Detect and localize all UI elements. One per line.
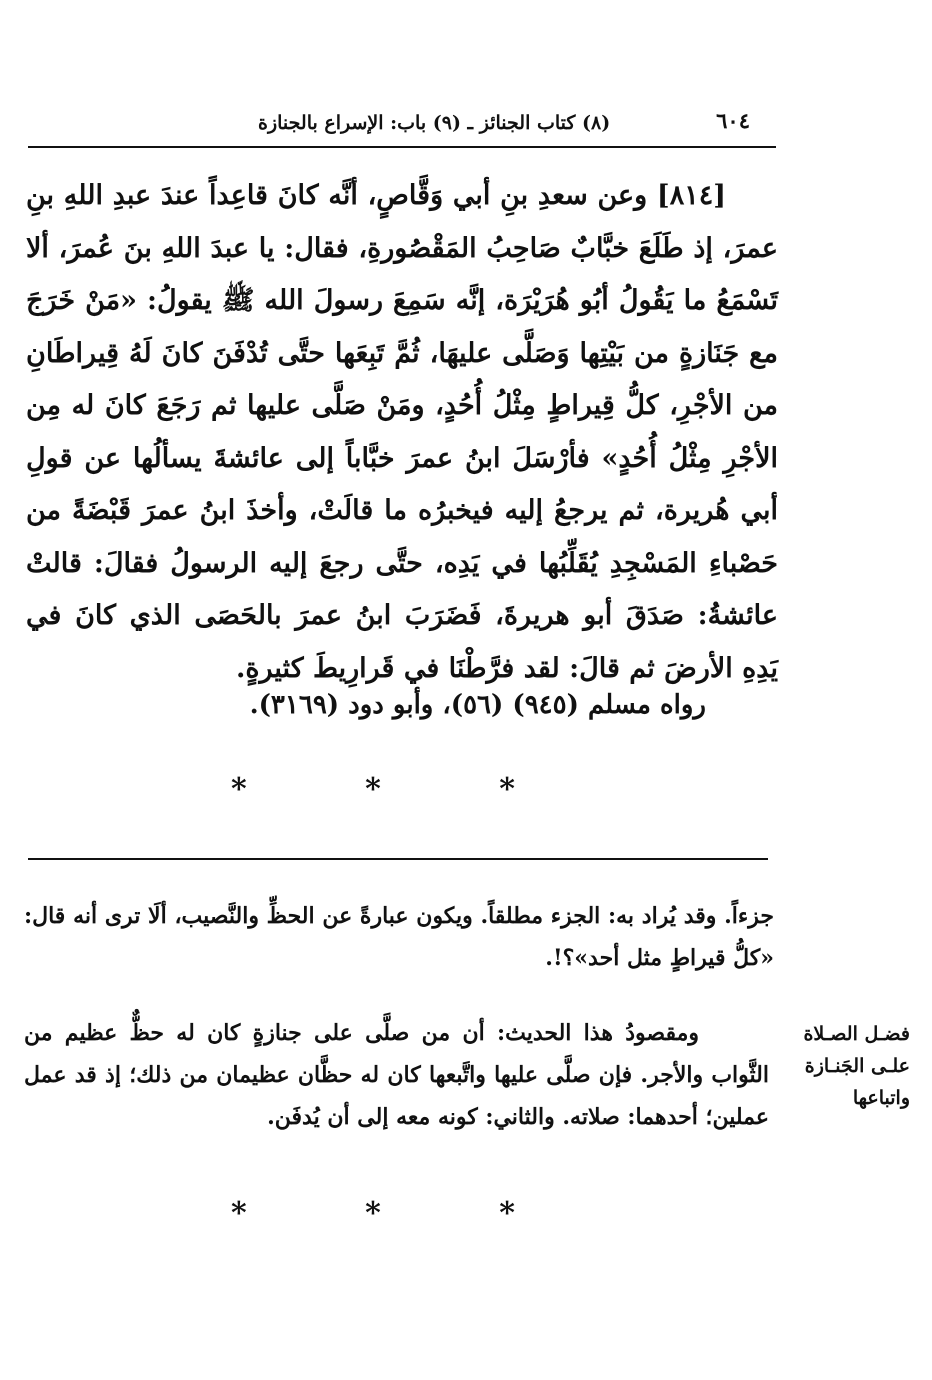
commentary-text: ومقصودُ هذا الحديث: أن من صلَّى على جنازةٍ كان له حظٌّ عظيم من الثَّواب والأجر. فإن صلَّى عليها واتَّبعها كان له حظَّان عظيمان من ذلك؛ إذ قد عمل عملين؛ أحدهما: صلاته. والثاني: كونه معه إلى أن يُدفَن. (24, 1020, 769, 1130)
running-title: (٨) كتاب الجنائز ـ (٩) باب: الإسراع بالجنازة (258, 112, 611, 134)
margin-heading-line: علـى الجَنـازة (804, 1055, 910, 1077)
footnote-rule (28, 858, 768, 860)
commentary-block (24, 1012, 769, 1138)
page-header (28, 108, 778, 142)
hadith-source: رواه مسلم (٩٤٥) (٥٦)، وأبو دود (٣١٦٩). (249, 690, 706, 720)
footnote-text: جزءاً. وقد يُراد به: الجزء مطلقاً. ويكون عبارةً عن الحظِّ والنَّصيب، ألَا ترى أنه قال: «كلُّ قيراطٍ مثل أحد»؟!. (24, 903, 774, 971)
margin-heading (792, 1018, 910, 1114)
section-separator-bottom: * * * (231, 1196, 569, 1231)
page-number: ٦٠٤ (716, 108, 750, 133)
margin-heading-line: واتباعها (852, 1087, 910, 1109)
section-separator: * * * (231, 772, 569, 807)
hadith-block (26, 170, 778, 695)
footnote-block (24, 895, 774, 979)
margin-heading-line: فضـل الصـلاة (803, 1023, 910, 1045)
hadith-text: [٨١٤] وعن سعدِ بنِ أبي وَقَّاصٍ، أنَّه كانَ قاعِداً عندَ عبدِ اللهِ بنِ عمرَ، إذ طَلَعَ خبَّابٌ صَاحِبُ المَقْصُورةِ، فقال: يا عبدَ اللهِ بنَ عُمرَ، ألا تَسْمَعُ ما يَقُولُ أبُو هُرَيْرَة، إنَّه سَمِعَ رسولَ الله ﷺ يقولُ: «مَنْ خَرَجَ مع جَنَازةٍ من بَيْتِها وَصَلَّى عليهَا، ثُمَّ تَبِعَها حتَّى تُدْفَنَ كانَ لَهُ قِيراطَانِ من الأجْرِ، كلُّ قِيراطٍ مِثْلُ أُحُدٍ، ومَنْ صَلَّى عليها ثم رَجَعَ كانَ له مِن الأجْرِ مِثْلُ أُحُدٍ» فأرْسَلَ ابنُ عمرَ خبَّاباً إلى عائشةَ يسألُها عن قولِ أبي هُريرة، ثم يرجعُ إليه فيخبرُه ما قالَتْ، وأخذَ ابنُ عمرَ قَبْضَةً من حَصْباءِ المَسْجِدِ يُقَلِّبُها في يَدِه، حتَّى رجعَ إليه الرسولُ فقالَ: قالتْ عائشةُ: صَدَقَ أبو هريرةَ، فَضَرَبَ ابنُ عمرَ بالحَصَى الذي كانَ في يَدِهِ الأرضَ ثم قالَ: لقد فرَّطْنَا في قَرارِيطَ كثيرةٍ. (26, 180, 778, 684)
header-rule (28, 146, 776, 148)
